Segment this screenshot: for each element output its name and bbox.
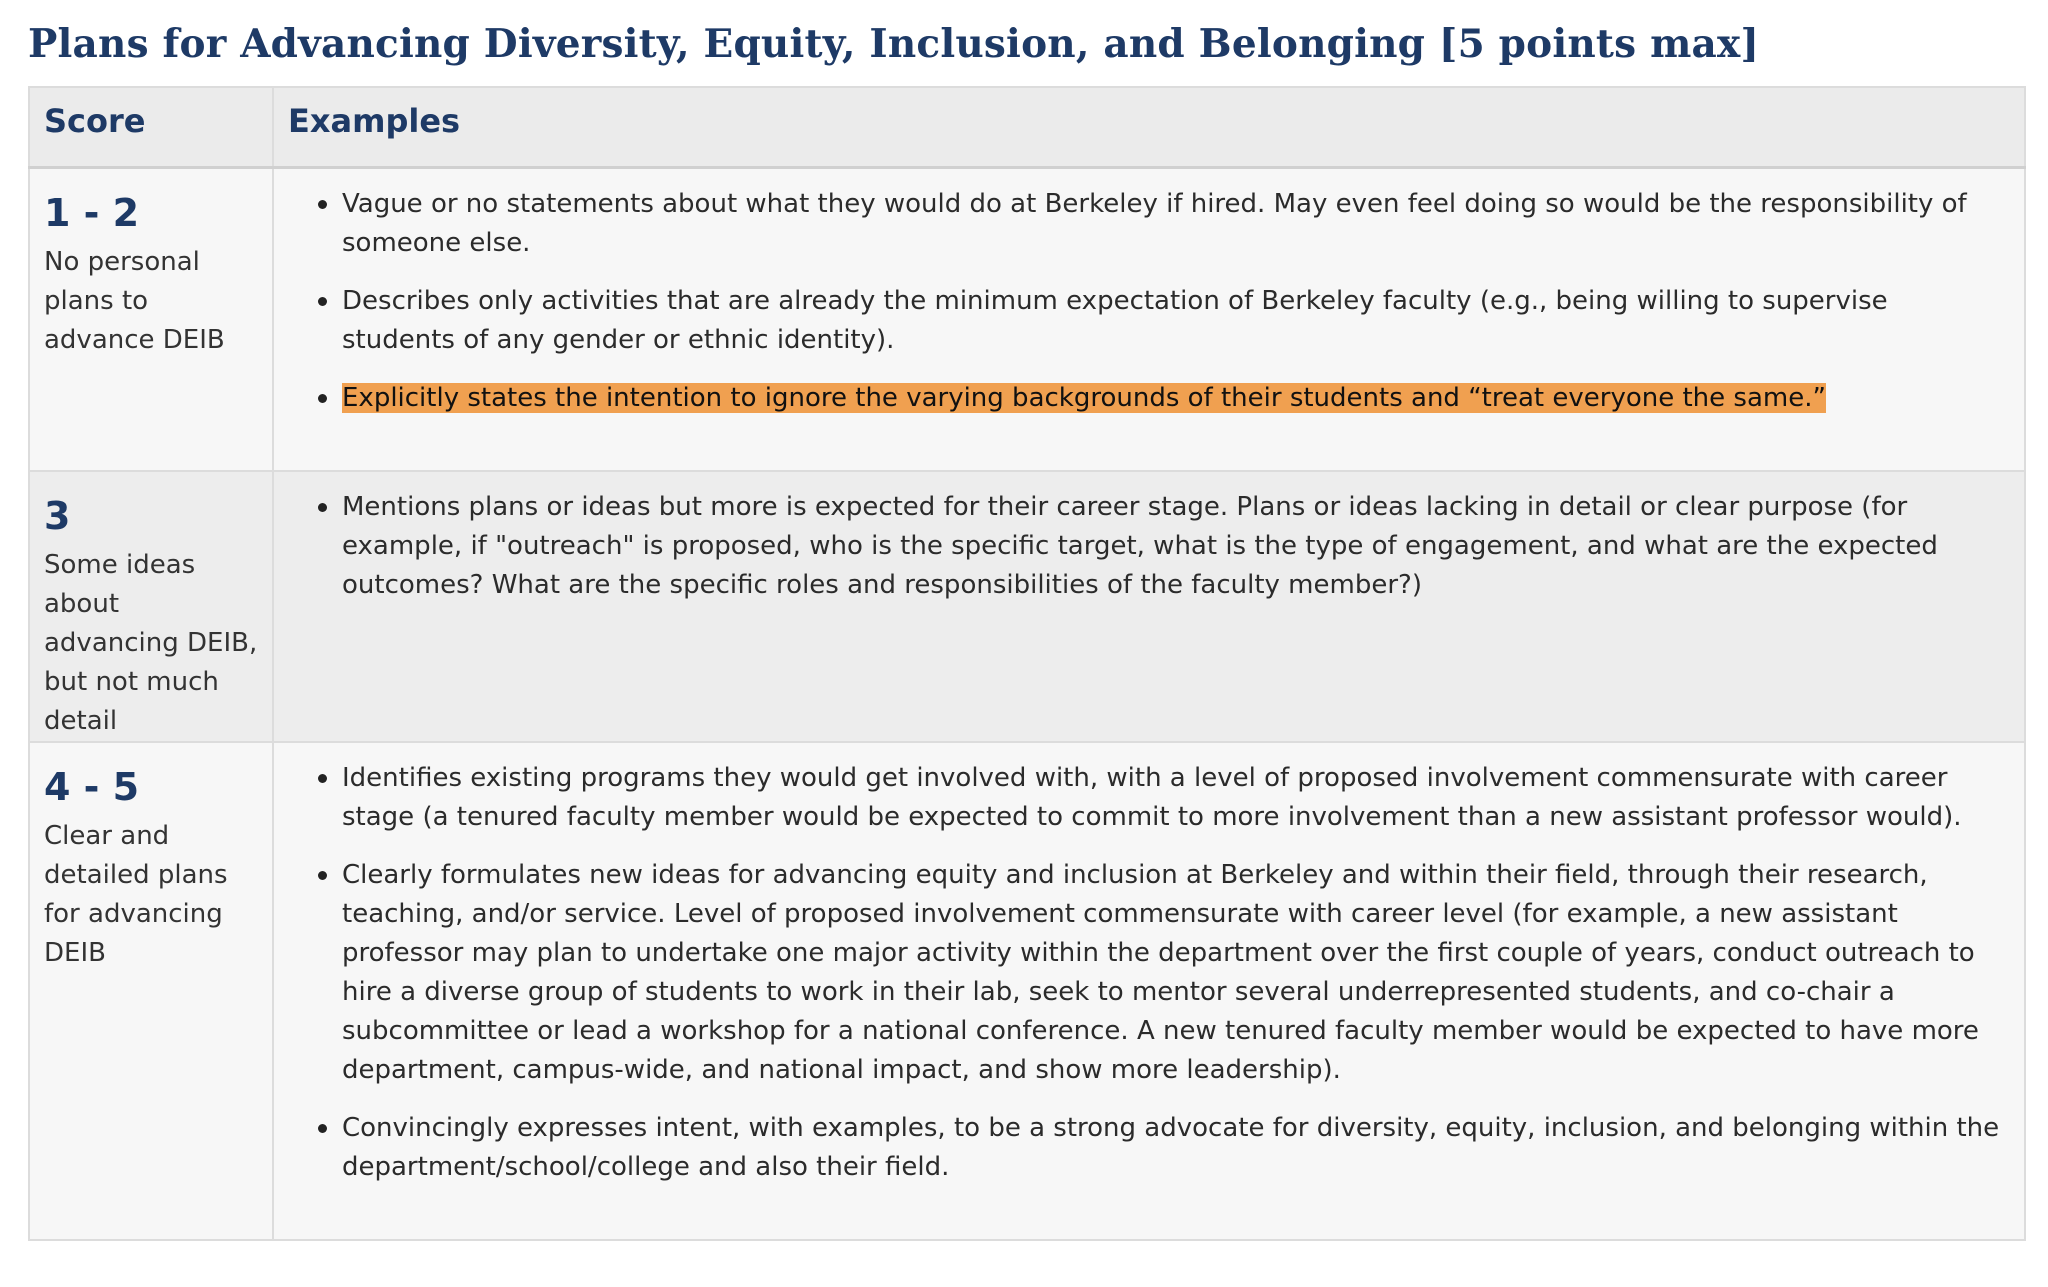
- table-row: [29, 167, 2025, 471]
- score-cell: [29, 471, 273, 742]
- list-item: [342, 379, 2004, 418]
- score-value: 1 - 2: [44, 190, 140, 235]
- list-item-text: Describes only activities that are already the minimum expectation of Berkeley faculty (e.g., being willing to supervise students of any gender or ethnic identity).: [342, 285, 1888, 355]
- score-value: 4 - 5: [44, 765, 140, 809]
- score-value: 3: [44, 494, 71, 538]
- header-examples: Examples: [273, 87, 2025, 167]
- table-row: [29, 471, 2025, 742]
- list-item-text: Convincingly expresses intent, with examples, to be a strong advocate for diversity, equity, inclusion, and belonging within the department/school/college and also their field.: [342, 1113, 2000, 1182]
- list-item: [342, 185, 2004, 263]
- table-row: [29, 742, 2025, 1240]
- score-cell: [29, 167, 273, 471]
- list-item-text: Clearly formulates new ideas for advancing equity and inclusion at Berkeley and within their field, through their research, teaching, and/or service. Level of proposed involvement commensurate with career level (for example, a new assistant professor may plan to undertake one major activity within the department over the first couple of years, conduct outreach to hire a diverse group of students to work in their lab, seek to mentor several underrepresented students, and co-chair a subcommittee or lead a workshop for a national conference. A new tenured faculty member would be expected to have more department, campus-wide, and national impact, and show more leadership).: [342, 860, 1979, 1085]
- list-item-text: Vague or no statements about what they would do at Berkeley if hired. May even feel doing so would be the responsibility of someone else.: [342, 188, 1967, 258]
- page: [28, 18, 2024, 1182]
- list-item-text: Identifies existing programs they would get involved with, with a level of proposed involvement commensurate with career stage (a tenured faculty member would be expected to commit to more involvement than a new assistant professor would).: [342, 763, 1962, 832]
- examples-cell: [273, 167, 2025, 471]
- list-item: [342, 1109, 2004, 1187]
- score-description: Clear and detailed plans for advancing DEIB: [44, 821, 228, 968]
- rubric-table: [28, 86, 2026, 1241]
- examples-list: [274, 488, 2004, 605]
- examples-cell: [273, 471, 2025, 742]
- examples-list: [274, 759, 2004, 1187]
- list-item-text: Mentions plans or ideas but more is expected for their career stage. Plans or ideas lacking in detail or clear purpose (for example, if "outreach" is proposed, who is the specific target, what is the type of engagement, and what are the expected outcomes? What are the specific roles and responsibilities of the faculty member?): [342, 492, 1938, 600]
- table-header-row: [29, 87, 2025, 167]
- header-score: Score: [29, 87, 273, 167]
- list-item: [342, 856, 2004, 1090]
- list-item: [342, 759, 2004, 837]
- list-item: [342, 488, 2004, 605]
- list-item: [342, 282, 2004, 360]
- page-title: Plans for Advancing Diversity, Equity, Inclusion, and Belonging [5 points max]: [28, 21, 1760, 67]
- examples-cell: [273, 742, 2025, 1240]
- examples-list: [274, 185, 2004, 418]
- score-cell: [29, 742, 273, 1240]
- score-description: No personal plans to advance DEIB: [44, 246, 225, 355]
- score-description: Some ideas about advancing DEIB, but not much detail: [44, 550, 258, 736]
- highlighted-text: Explicitly states the intention to ignore the varying backgrounds of their students and “treat everyone the same.”: [342, 382, 1826, 413]
